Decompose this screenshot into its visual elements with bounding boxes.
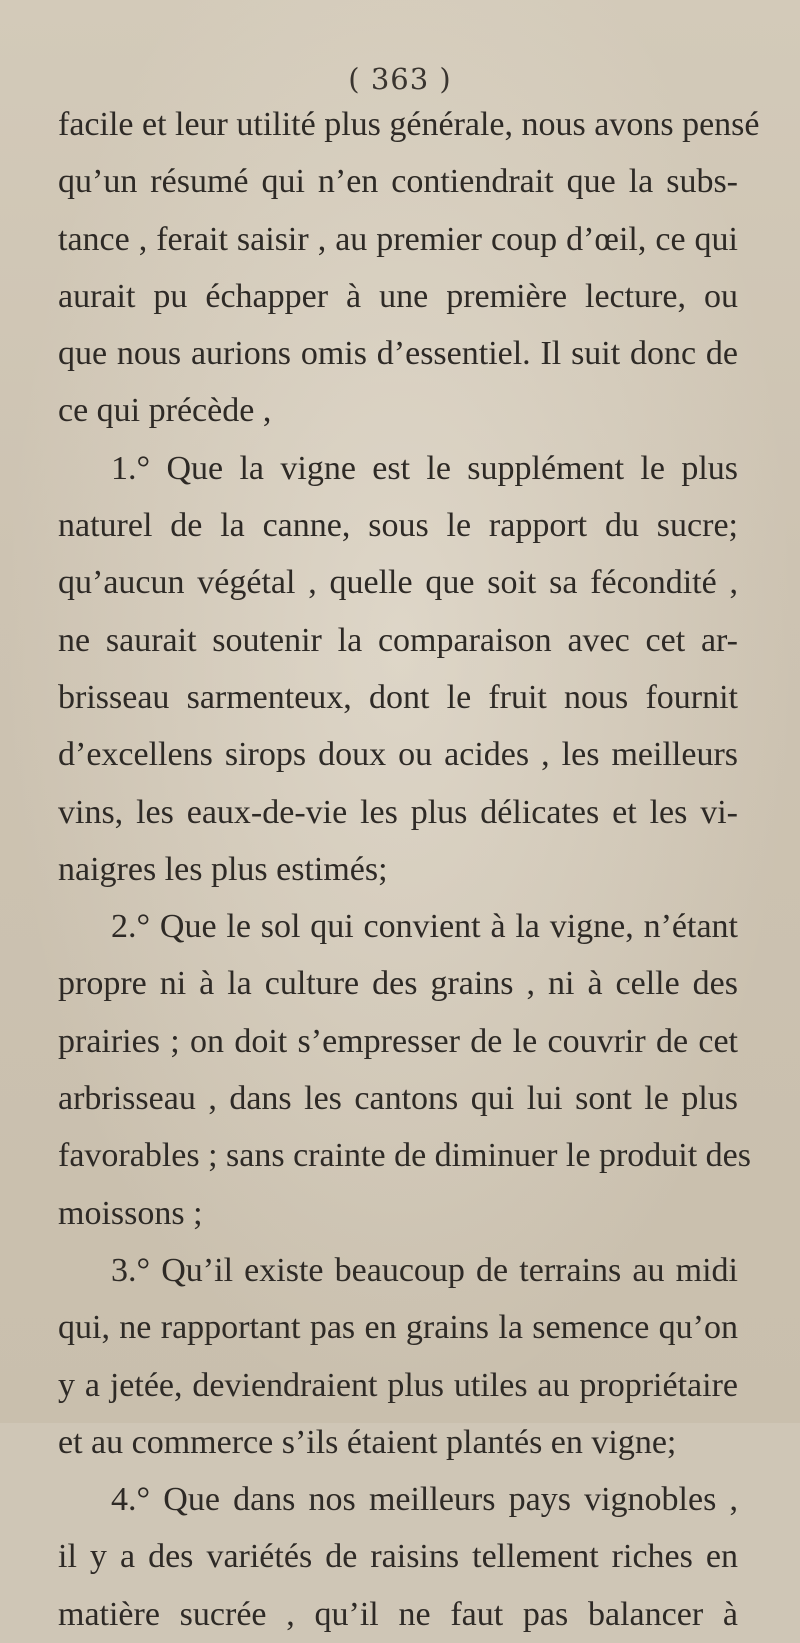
text-line: favorables ; sans crainte de diminuer le produit des xyxy=(58,1137,751,1175)
text-line: que nous aurions omis d’essentiel. Il suit donc de xyxy=(58,335,738,373)
text-line: y a jetée, deviendraient plus utiles au propriétaire xyxy=(58,1366,738,1404)
text-line: naigres les plus estimés; xyxy=(58,850,388,888)
text-line: tance , ferait saisir , au premier coup d’œil, ce qui xyxy=(58,220,738,258)
text-line: ce qui précède , xyxy=(58,392,272,430)
text-line: prairies ; on doit s’empresser de le couvrir de cet xyxy=(58,1022,738,1060)
text-line: et au commerce s’ils étaient plantés en vigne; xyxy=(58,1423,677,1461)
text-line: moissons ; xyxy=(58,1194,203,1232)
text-line: qui, ne rapportant pas en grains la semence qu’on xyxy=(58,1309,738,1347)
text-line: facile et leur utilité plus générale, nous avons pensé xyxy=(58,106,760,143)
paragraph-start-4: 4.° Que dans nos meilleurs pays vignobles , xyxy=(111,1481,738,1519)
text-line: brisseau sarmenteux, dont le fruit nous fournit xyxy=(58,678,738,716)
text-line: aurait pu échapper à une première lecture, ou xyxy=(58,277,738,315)
text-line: matière sucrée , qu’il ne faut pas balancer à xyxy=(58,1595,738,1633)
page-number: ( 363 ) xyxy=(348,62,452,96)
body-text xyxy=(58,96,760,1643)
text-line: propre ni à la culture des grains , ni à celle des xyxy=(58,965,738,1003)
text-line: il y a des variétés de raisins tellement riches en xyxy=(58,1538,738,1576)
text-line: vins, les eaux-de-vie les plus délicates et les vi- xyxy=(58,793,738,831)
paragraph-start-3: 3.° Qu’il existe beaucoup de terrains au midi xyxy=(111,1251,738,1289)
text-line: qu’aucun végétal , quelle que soit sa fécondité , xyxy=(58,564,738,602)
text-line: ne saurait soutenir la comparaison avec cet ar- xyxy=(58,621,738,659)
text-line: naturel de la canne, sous le rapport du sucre; xyxy=(58,507,738,545)
text-line: qu’un résumé qui n’en contiendrait que la subs- xyxy=(58,163,738,201)
text-line: d’excellens sirops doux ou acides , les meilleurs xyxy=(58,736,738,774)
paragraph-start-1: 1.° Que la vigne est le supplément le plus xyxy=(111,449,738,487)
paragraph-start-2: 2.° Que le sol qui convient à la vigne, n’étant xyxy=(111,908,738,946)
text-line: arbrisseau , dans les cantons qui lui sont le plus xyxy=(58,1080,738,1118)
